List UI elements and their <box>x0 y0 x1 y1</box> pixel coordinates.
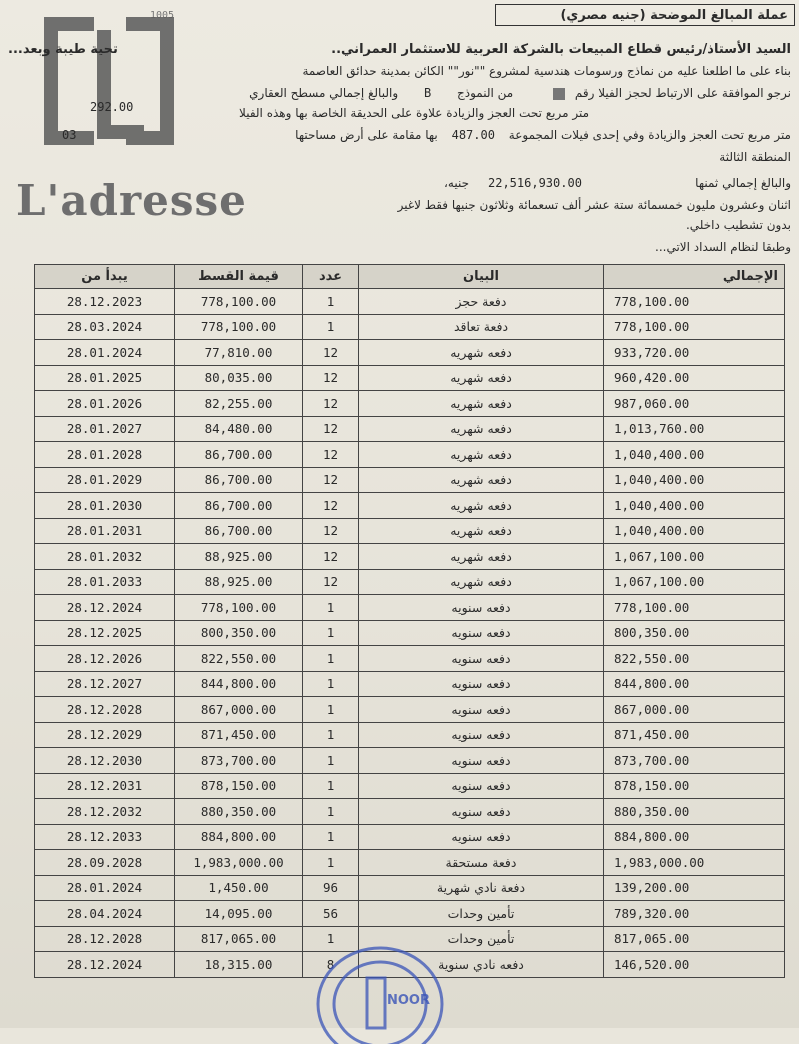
row-date: 28.01.2031 <box>35 518 175 544</box>
total-price-value: 22,516,930.00 <box>488 176 582 190</box>
row-installment: 880,350.00 <box>175 799 303 825</box>
row-installment: 873,700.00 <box>175 748 303 774</box>
table-row <box>35 518 785 544</box>
row-installment: 82,255.00 <box>175 391 303 417</box>
row-description: دفعه سنويه <box>359 646 604 672</box>
row-description: دفعه سنويه <box>359 671 604 697</box>
greeting-line: تحية طيبة وبعد... <box>8 42 118 57</box>
row-count: 12 <box>303 569 359 595</box>
row-installment: 800,350.00 <box>175 620 303 646</box>
row-total: 778,100.00 <box>604 314 785 340</box>
model-value: B <box>423 86 432 100</box>
row-total: 1,040,400.00 <box>604 518 785 544</box>
row-date: 28.01.2027 <box>35 416 175 442</box>
row-total: 1,040,400.00 <box>604 467 785 493</box>
table-row <box>35 722 785 748</box>
total-price-label: والبالغ إجمالي ثمنها <box>695 176 791 190</box>
row-date: 28.01.2024 <box>35 875 175 901</box>
brand-watermark: L'adresse <box>16 176 247 225</box>
row-total: 873,700.00 <box>604 748 785 774</box>
land-line <box>295 128 791 142</box>
table-row <box>35 850 785 876</box>
row-description: دفعه سنويه <box>359 595 604 621</box>
row-total: 139,200.00 <box>604 875 785 901</box>
table-header-row <box>35 265 785 289</box>
table-row <box>35 289 785 315</box>
table-row <box>35 391 785 417</box>
row-description: دفعه سنويه <box>359 824 604 850</box>
row-count: 1 <box>303 722 359 748</box>
row-count: 12 <box>303 365 359 391</box>
row-description: دفعه شهريه <box>359 391 604 417</box>
row-installment: 86,700.00 <box>175 467 303 493</box>
row-count: 12 <box>303 442 359 468</box>
row-installment: 86,700.00 <box>175 518 303 544</box>
row-total: 778,100.00 <box>604 595 785 621</box>
row-date: 28.03.2024 <box>35 314 175 340</box>
header-installment: قيمة القسط <box>175 265 303 289</box>
row-date: 28.12.2031 <box>35 773 175 799</box>
redacted-box <box>553 88 565 100</box>
row-total: 1,040,400.00 <box>604 442 785 468</box>
row-description: دفعة نادي شهرية <box>359 875 604 901</box>
row-count: 12 <box>303 518 359 544</box>
row-total: 1,067,100.00 <box>604 569 785 595</box>
row-description: دفعه سنويه <box>359 799 604 825</box>
row-count: 12 <box>303 391 359 417</box>
row-count: 56 <box>303 901 359 927</box>
row-description: دفعه شهريه <box>359 569 604 595</box>
row-count: 1 <box>303 926 359 952</box>
row-installment: 86,700.00 <box>175 442 303 468</box>
row-date: 28.12.2024 <box>35 595 175 621</box>
table-row <box>35 671 785 697</box>
row-count: 1 <box>303 646 359 672</box>
row-installment: 77,810.00 <box>175 340 303 366</box>
header-description: البيان <box>359 265 604 289</box>
row-date: 28.12.2032 <box>35 799 175 825</box>
row-installment: 822,550.00 <box>175 646 303 672</box>
addressee-line: السيد الأستاذ/رئيس قطاع المبيعات بالشركة العربية للاستثمار العمراني.. <box>331 42 791 57</box>
row-description: دفعه شهريه <box>359 365 604 391</box>
row-installment: 817,065.00 <box>175 926 303 952</box>
row-installment: 88,925.00 <box>175 569 303 595</box>
row-description: دفعه سنويه <box>359 697 604 723</box>
row-description: دفعه سنويه <box>359 722 604 748</box>
row-installment: 86,700.00 <box>175 493 303 519</box>
row-installment: 80,035.00 <box>175 365 303 391</box>
row-installment: 871,450.00 <box>175 722 303 748</box>
row-total: 867,000.00 <box>604 697 785 723</box>
villa-area-desc: متر مربع تحت العجز والزيادة علاوة على الحديقة الخاصة بها وهذه الفيلا <box>239 106 589 120</box>
row-count: 1 <box>303 671 359 697</box>
row-count: 1 <box>303 314 359 340</box>
row-description: تأمين وحدات <box>359 926 604 952</box>
row-total: 778,100.00 <box>604 289 785 315</box>
row-total: 878,150.00 <box>604 773 785 799</box>
row-count: 1 <box>303 773 359 799</box>
currency-note-box <box>495 4 795 26</box>
row-total: 146,520.00 <box>604 952 785 978</box>
header-total: الإجمالي <box>604 265 785 289</box>
header-date: يبدأ من <box>35 265 175 289</box>
row-total: 1,983,000.00 <box>604 850 785 876</box>
villa-area-value: 292.00 <box>90 100 134 114</box>
model-label: من النموذج <box>457 86 514 100</box>
row-count: 1 <box>303 620 359 646</box>
row-date: 28.01.2026 <box>35 391 175 417</box>
row-installment: 867,000.00 <box>175 697 303 723</box>
row-installment: 878,150.00 <box>175 773 303 799</box>
row-count: 12 <box>303 340 359 366</box>
currency-label: جنيه، <box>444 176 469 190</box>
table-row <box>35 493 785 519</box>
row-total: 844,800.00 <box>604 671 785 697</box>
row-count: 12 <box>303 493 359 519</box>
row-description: دفعه شهريه <box>359 442 604 468</box>
row-date: 28.01.2030 <box>35 493 175 519</box>
table-row <box>35 365 785 391</box>
row-count: 1 <box>303 697 359 723</box>
row-total: 960,420.00 <box>604 365 785 391</box>
row-description: دفعه شهريه <box>359 493 604 519</box>
row-date: 28.04.2024 <box>35 901 175 927</box>
intro-line: بناء على ما اطلعنا عليه من نماذج ورسومات هندسية لمشروع ""نور"" الكائن بمدينة حدائق العاصمة <box>302 64 791 78</box>
row-description: دفعه شهريه <box>359 416 604 442</box>
row-description: دفعه سنويه <box>359 748 604 774</box>
table-row <box>35 595 785 621</box>
table-row <box>35 773 785 799</box>
row-total: 987,060.00 <box>604 391 785 417</box>
row-description: دفعه شهريه <box>359 467 604 493</box>
row-count: 1 <box>303 748 359 774</box>
row-description: دفعة تعاقد <box>359 314 604 340</box>
table-row <box>35 314 785 340</box>
row-date: 28.12.2028 <box>35 697 175 723</box>
table-row <box>35 697 785 723</box>
row-date: 28.01.2029 <box>35 467 175 493</box>
row-description: دفعه نادي سنوية <box>359 952 604 978</box>
row-count: 8 <box>303 952 359 978</box>
header-count: عدد <box>303 265 359 289</box>
row-total: 1,067,100.00 <box>604 544 785 570</box>
table-row <box>35 416 785 442</box>
row-description: دفعة حجز <box>359 289 604 315</box>
row-total: 800,350.00 <box>604 620 785 646</box>
row-installment: 844,800.00 <box>175 671 303 697</box>
region-line: المنطقة الثالثة <box>719 150 791 164</box>
row-date: 28.12.2030 <box>35 748 175 774</box>
company-logo-icon <box>34 16 184 146</box>
row-installment: 1,450.00 <box>175 875 303 901</box>
row-total: 880,350.00 <box>604 799 785 825</box>
table-row <box>35 901 785 927</box>
row-description: دفعه سنويه <box>359 773 604 799</box>
row-description: دفعة مستحقة <box>359 850 604 876</box>
row-installment: 14,095.00 <box>175 901 303 927</box>
table-row <box>35 799 785 825</box>
villa-request-text: نرجو الموافقة على الارتباط لحجز الفيلا رقم <box>574 86 791 100</box>
group-number: 03 <box>62 128 77 142</box>
table-row <box>35 748 785 774</box>
row-date: 28.12.2024 <box>35 952 175 978</box>
table-row <box>35 620 785 646</box>
row-count: 12 <box>303 416 359 442</box>
row-installment: 778,100.00 <box>175 314 303 340</box>
row-count: 1 <box>303 799 359 825</box>
row-total: 822,550.00 <box>604 646 785 672</box>
row-installment: 778,100.00 <box>175 289 303 315</box>
row-count: 1 <box>303 595 359 621</box>
payment-intro: وطبقا لنظام السداد الاتي... <box>655 240 791 254</box>
table-row <box>35 875 785 901</box>
total-in-words: اثنان وعشرون مليون خمسمائة ستة عشر ألف تسعمائة وثلاثون جنيها فقط لاغير <box>397 198 791 212</box>
table-row <box>35 442 785 468</box>
row-count: 1 <box>303 850 359 876</box>
row-description: دفعه شهريه <box>359 544 604 570</box>
land-label: بها مقامة على أرض مساحتها <box>295 128 438 142</box>
table-row <box>35 569 785 595</box>
table-row <box>35 646 785 672</box>
row-total: 1,013,760.00 <box>604 416 785 442</box>
row-date: 28.01.2032 <box>35 544 175 570</box>
row-date: 28.12.2025 <box>35 620 175 646</box>
row-date: 28.12.2026 <box>35 646 175 672</box>
row-description: دفعه شهريه <box>359 518 604 544</box>
row-description: دفعه سنويه <box>359 620 604 646</box>
row-date: 28.12.2028 <box>35 926 175 952</box>
row-total: 1,040,400.00 <box>604 493 785 519</box>
row-count: 12 <box>303 467 359 493</box>
finishing-note: بدون تشطيب داخلي. <box>685 218 791 232</box>
row-date: 28.12.2033 <box>35 824 175 850</box>
row-installment: 1,983,000.00 <box>175 850 303 876</box>
table-row <box>35 340 785 366</box>
table-row <box>35 467 785 493</box>
row-installment: 84,480.00 <box>175 416 303 442</box>
table-row <box>35 544 785 570</box>
villa-request-line <box>249 86 791 100</box>
area-label: والبالغ إجمالي مسطح العقاري <box>249 86 399 100</box>
row-description: تأمين وحدات <box>359 901 604 927</box>
row-date: 28.12.2029 <box>35 722 175 748</box>
row-count: 1 <box>303 824 359 850</box>
row-date: 28.12.2027 <box>35 671 175 697</box>
row-date: 28.01.2024 <box>35 340 175 366</box>
row-total: 789,320.00 <box>604 901 785 927</box>
currency-note: عملة المبالغ الموضحة (جنيه مصري) <box>560 8 788 23</box>
row-description: دفعه شهريه <box>359 340 604 366</box>
row-total: 933,720.00 <box>604 340 785 366</box>
land-desc: متر مربع تحت العجز والزيادة وفي إحدى فيلات المجموعة <box>508 128 791 142</box>
row-count: 1 <box>303 289 359 315</box>
row-date: 28.12.2023 <box>35 289 175 315</box>
row-count: 12 <box>303 544 359 570</box>
stamp-text: NOOR <box>387 993 430 1008</box>
row-date: 28.09.2028 <box>35 850 175 876</box>
row-date: 28.01.2033 <box>35 569 175 595</box>
row-count: 96 <box>303 875 359 901</box>
row-installment: 88,925.00 <box>175 544 303 570</box>
page-number: 1005 <box>150 10 175 21</box>
row-total: 817,065.00 <box>604 926 785 952</box>
row-installment: 884,800.00 <box>175 824 303 850</box>
row-total: 884,800.00 <box>604 824 785 850</box>
row-date: 28.01.2025 <box>35 365 175 391</box>
land-area-value: 487.00 <box>451 128 495 142</box>
row-installment: 778,100.00 <box>175 595 303 621</box>
row-total: 871,450.00 <box>604 722 785 748</box>
row-date: 28.01.2028 <box>35 442 175 468</box>
table-row <box>35 824 785 850</box>
payment-schedule-table <box>34 264 785 978</box>
row-installment: 18,315.00 <box>175 952 303 978</box>
